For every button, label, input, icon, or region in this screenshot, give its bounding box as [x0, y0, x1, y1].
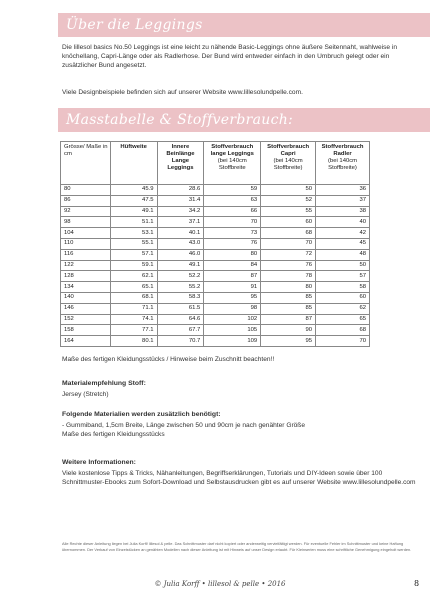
table-cell: 42 [316, 228, 370, 239]
table-cell: 60 [316, 292, 370, 303]
table-cell: 91 [204, 282, 261, 293]
table-cell: 74.1 [110, 314, 157, 325]
table-row [61, 217, 370, 228]
table-cell: 110 [61, 238, 111, 249]
table-cell: 49.1 [110, 206, 157, 217]
table-cell: 85 [261, 292, 316, 303]
table-cell: 158 [61, 325, 111, 336]
table-header-cell: Grösse/ Maße in cm [61, 142, 111, 185]
table-cell: 57 [316, 271, 370, 282]
table-row [61, 336, 370, 347]
table-cell: 134 [61, 282, 111, 293]
table-cell: 90 [261, 325, 316, 336]
table-cell: 64.6 [157, 314, 204, 325]
table-row [61, 238, 370, 249]
table-cell: 45 [316, 238, 370, 249]
page-number: 8 [414, 579, 420, 588]
table-row [61, 292, 370, 303]
table-cell: 87 [204, 271, 261, 282]
table-header-cell: Stoffverbrauch lange Leggings (bei 140cm Stoffbreite [204, 142, 261, 185]
material-text: Jersey (Stretch) [62, 391, 109, 398]
additional-materials-heading: Folgende Materialien werden zusätzlich benötigt: [62, 411, 221, 418]
table-cell: 55.1 [110, 238, 157, 249]
table-cell: 84 [204, 260, 261, 271]
table-cell: 57.1 [110, 249, 157, 260]
more-info-text: Viele kostenlose Tipps & Tricks, Nähanleitungen, Begriffserklärungen, Tutorials und DIY-Ideen sowie über 100 Schnittmuster-Ebooks zum Sofort-Download und Selbstausdrucken gibt es auf unserer Website www.lillesolundpelle.com [62, 470, 416, 486]
table-cell: 77.1 [110, 325, 157, 336]
table-header-cell: Hüftweite [110, 142, 157, 185]
table-body [61, 185, 370, 347]
table-cell: 98 [61, 217, 111, 228]
intro-paragraph: Die lillesol basics No.50 Leggings ist eine leicht zu nähende Basic-Leggings ohne äußere Seitennaht, wahlweise in knöchellang, Capri-Länge oder als Radlerhose. Der Bund wird entweder einfach in den Umbruch gelegt oder ein zusätzlicher Bund angesetzt. [62, 44, 398, 69]
table-cell: 80 [204, 249, 261, 260]
table-cell: 66 [204, 206, 261, 217]
table-cell: 80 [61, 185, 111, 196]
table-cell: 92 [61, 206, 111, 217]
table-cell: 70 [316, 336, 370, 347]
table-header-cell: Innere Beinlänge Lange Leggings [157, 142, 204, 185]
table-cell: 62.1 [110, 271, 157, 282]
table-cell: 63 [204, 195, 261, 206]
table-cell: 70 [204, 217, 261, 228]
table-cell: 59 [204, 185, 261, 196]
table-cell: 58.3 [157, 292, 204, 303]
table-cell: 65 [316, 314, 370, 325]
table-row [61, 325, 370, 336]
table-cell: 116 [61, 249, 111, 260]
table-cell: 55 [261, 206, 316, 217]
table-cell: 128 [61, 271, 111, 282]
table-cell: 37 [316, 195, 370, 206]
table-cell: 40 [316, 217, 370, 228]
table-cell: 61.5 [157, 303, 204, 314]
table-cell: 68 [261, 228, 316, 239]
table-cell: 76 [204, 238, 261, 249]
table-row [61, 249, 370, 260]
table-cell: 62 [316, 303, 370, 314]
additional-materials-line: Maße des fertigen Kleidungsstücks [62, 431, 165, 438]
table-cell: 37.1 [157, 217, 204, 228]
table-cell: 102 [204, 314, 261, 325]
table-row [61, 271, 370, 282]
table-cell: 109 [204, 336, 261, 347]
table-cell: 53.1 [110, 228, 157, 239]
table-cell: 45.9 [110, 185, 157, 196]
table-cell: 95 [204, 292, 261, 303]
table-cell: 47.5 [110, 195, 157, 206]
table-cell: 76 [261, 260, 316, 271]
table-cell: 43.0 [157, 238, 204, 249]
table-cell: 146 [61, 303, 111, 314]
table-cell: 80.1 [110, 336, 157, 347]
designs-paragraph: Viele Designbeispiele befinden sich auf unserer Website www.lillesolundpelle.com. [62, 89, 303, 96]
additional-materials-line: - Gummiband, 1,5cm Breite, Länge zwischen 50 und 90cm je nach genähter Größe [62, 422, 305, 429]
table-cell: 85 [261, 303, 316, 314]
table-row [61, 260, 370, 271]
table-row [61, 303, 370, 314]
table-cell: 140 [61, 292, 111, 303]
table-cell: 152 [61, 314, 111, 325]
size-table [60, 141, 370, 347]
table-cell: 78 [261, 271, 316, 282]
table-cell: 59.1 [110, 260, 157, 271]
table-cell: 31.4 [157, 195, 204, 206]
table-row [61, 314, 370, 325]
table-cell: 86 [61, 195, 111, 206]
table-cell: 164 [61, 336, 111, 347]
table-cell: 80 [261, 282, 316, 293]
page-footer: © Julia Korff • lillesol & pelle • 2016 [154, 580, 286, 588]
table-cell: 87 [261, 314, 316, 325]
table-cell: 58 [316, 282, 370, 293]
section-banner-about: Über die Leggings [58, 13, 430, 37]
table-cell: 46.0 [157, 249, 204, 260]
table-header-row [61, 142, 370, 185]
table-row [61, 228, 370, 239]
table-header-cell: Stoffverbrauch Capri (bei 140cm Stoffbreite) [261, 142, 316, 185]
table-header-cell: Stoffverbrauch Radler (bei 140cm Stoffbreite) [316, 142, 370, 185]
table-cell: 65.1 [110, 282, 157, 293]
table-row [61, 185, 370, 196]
table-cell: 98 [204, 303, 261, 314]
table-cell: 122 [61, 260, 111, 271]
table-cell: 60 [261, 217, 316, 228]
table-cell: 67.7 [157, 325, 204, 336]
table-row [61, 206, 370, 217]
more-info-heading: Weitere Informationen: [62, 459, 136, 466]
table-cell: 68.1 [110, 292, 157, 303]
table-cell: 34.2 [157, 206, 204, 217]
table-cell: 105 [204, 325, 261, 336]
table-cell: 50 [261, 185, 316, 196]
table-cell: 68 [316, 325, 370, 336]
table-cell: 50 [316, 260, 370, 271]
table-cell: 70.7 [157, 336, 204, 347]
table-cell: 73 [204, 228, 261, 239]
section-banner-size-table: Masstabelle & Stoffverbrauch: [58, 108, 430, 132]
table-cell: 38 [316, 206, 370, 217]
table-cell: 104 [61, 228, 111, 239]
table-cell: 70 [261, 238, 316, 249]
table-cell: 55.2 [157, 282, 204, 293]
table-caption: Maße des fertigen Kleidungsstücks / Hinweise beim Zuschnitt beachten!! [62, 356, 275, 363]
table-cell: 36 [316, 185, 370, 196]
table-cell: 71.1 [110, 303, 157, 314]
table-cell: 72 [261, 249, 316, 260]
table-cell: 95 [261, 336, 316, 347]
legal-notice: Alle Rechte dieser Anleitung liegen bei Julia Korff/ lillesol & pelle. Das Schnittmuster darf nicht kopiert oder anderweitig vervielfältigt werden. Für eventuelle Fehler im Schnittmuster und keine Haftung übernommen. Der Verkauf von Einzelstücken an genähten Modellen nach dieser Anleitung ist mit Hinweis auf unser Design erlaubt. Für Kleinserien muss eine schriftliche Genehmigung eingeholt werden. [62, 541, 412, 552]
table-cell: 49.1 [157, 260, 204, 271]
material-heading: Materialempfehlung Stoff: [62, 380, 146, 387]
table-cell: 52.2 [157, 271, 204, 282]
table-cell: 52 [261, 195, 316, 206]
table-cell: 51.1 [110, 217, 157, 228]
table-row [61, 282, 370, 293]
table-row [61, 195, 370, 206]
table-cell: 40.1 [157, 228, 204, 239]
table-cell: 28.6 [157, 185, 204, 196]
table-cell: 48 [316, 249, 370, 260]
